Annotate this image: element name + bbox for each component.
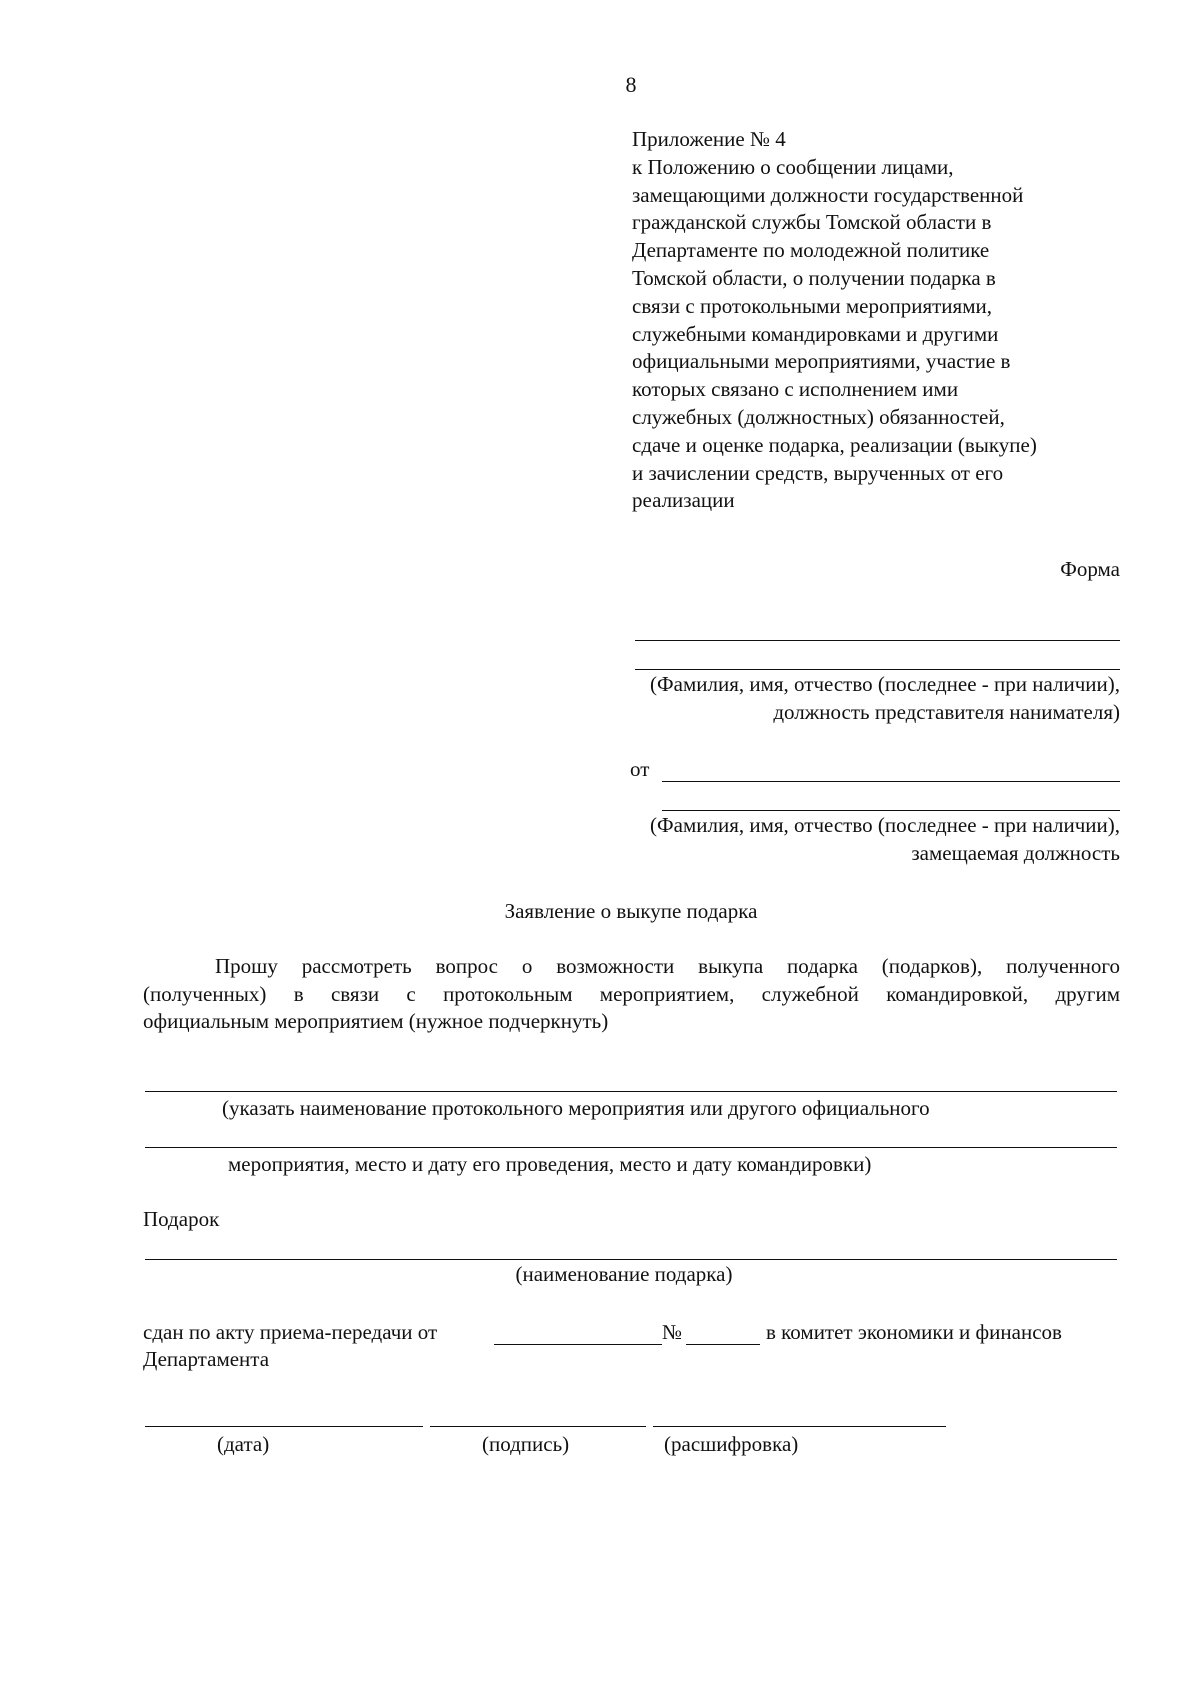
appendix-line: служебных (должностных) обязанностей, (632, 404, 1005, 429)
sender-blank-line[interactable] (662, 781, 1120, 782)
act-number-blank[interactable] (686, 1344, 760, 1345)
appendix-line: реализации (632, 488, 735, 513)
sender-blank-line[interactable] (662, 810, 1120, 811)
handover-suffix: в комитет экономики и финансов (766, 1320, 1062, 1344)
appendix-block (632, 126, 1132, 515)
appendix-line: сдаче и оценке подарка, реализации (выкупе) (632, 432, 1037, 457)
signature-caption: (подпись) (482, 1432, 570, 1456)
event-blank-line[interactable] (145, 1147, 1117, 1148)
recipient-blank-line[interactable] (635, 669, 1120, 670)
appendix-line: Приложение № 4 (632, 127, 786, 151)
recipient-blank-line[interactable] (635, 640, 1120, 641)
event-hint: мероприятия, место и дату его проведения, место и дату командировки) (228, 1152, 872, 1176)
recipient-caption: (Фамилия, имя, отчество (последнее - при наличии), (650, 672, 1120, 696)
appendix-line: которых связано с исполнением ими (632, 377, 959, 402)
appendix-line: гражданской службы Томской области в (632, 210, 992, 235)
sender-caption: замещаемая должность (911, 841, 1120, 865)
date-blank-line[interactable] (145, 1426, 423, 1427)
document-title: Заявление о выкупе подарка (504, 899, 758, 923)
recipient-caption: должность представителя нанимателя) (773, 700, 1120, 724)
appendix-line: и зачислении средств, вырученных от его (632, 460, 1004, 485)
sender-caption: (Фамилия, имя, отчество (последнее - при наличии), (650, 813, 1120, 837)
gift-blank-line[interactable] (145, 1259, 1117, 1260)
appendix-line: официальными мероприятиями, участие в (632, 349, 1011, 374)
gift-label: Подарок (143, 1207, 220, 1231)
number-sign: № (662, 1320, 683, 1344)
act-date-blank[interactable] (494, 1344, 662, 1345)
decoding-caption: (расшифровка) (664, 1432, 799, 1456)
appendix-line: к Положению о сообщении лицами, (632, 154, 954, 179)
request-paragraph (143, 953, 1120, 1036)
paragraph-line: официальным мероприятием (нужное подчеркнуть) (143, 1009, 609, 1033)
event-hint: (указать наименование протокольного мероприятия или другого официального (222, 1096, 930, 1120)
paragraph-line: Прошу рассмотреть вопрос о возможности выкупа подарка (подарков), полученного (215, 954, 1120, 978)
from-label: от (630, 757, 650, 781)
appendix-line: Томской области, о получении подарка в (632, 265, 996, 290)
appendix-line: Департаменте по молодежной политике (632, 238, 990, 263)
paragraph-line: (полученных) в связи с протокольным мероприятием, служебной командировкой, другим (143, 981, 1120, 1006)
handover-line2: Департамента (143, 1347, 270, 1371)
gift-hint: (наименование подарка) (515, 1262, 733, 1286)
appendix-line: служебными командировками и другими (632, 321, 999, 346)
page-number: 8 (625, 72, 637, 97)
appendix-line: замещающими должности государственной (632, 182, 1024, 207)
date-caption: (дата) (217, 1432, 270, 1456)
handover-prefix: сдан по акту приема-передачи от (143, 1320, 438, 1344)
form-label: Форма (1060, 557, 1120, 581)
appendix-line: связи с протокольными мероприятиями, (632, 293, 992, 318)
event-blank-line[interactable] (145, 1091, 1117, 1092)
signature-blank-line[interactable] (430, 1426, 646, 1427)
decoding-blank-line[interactable] (653, 1426, 946, 1427)
